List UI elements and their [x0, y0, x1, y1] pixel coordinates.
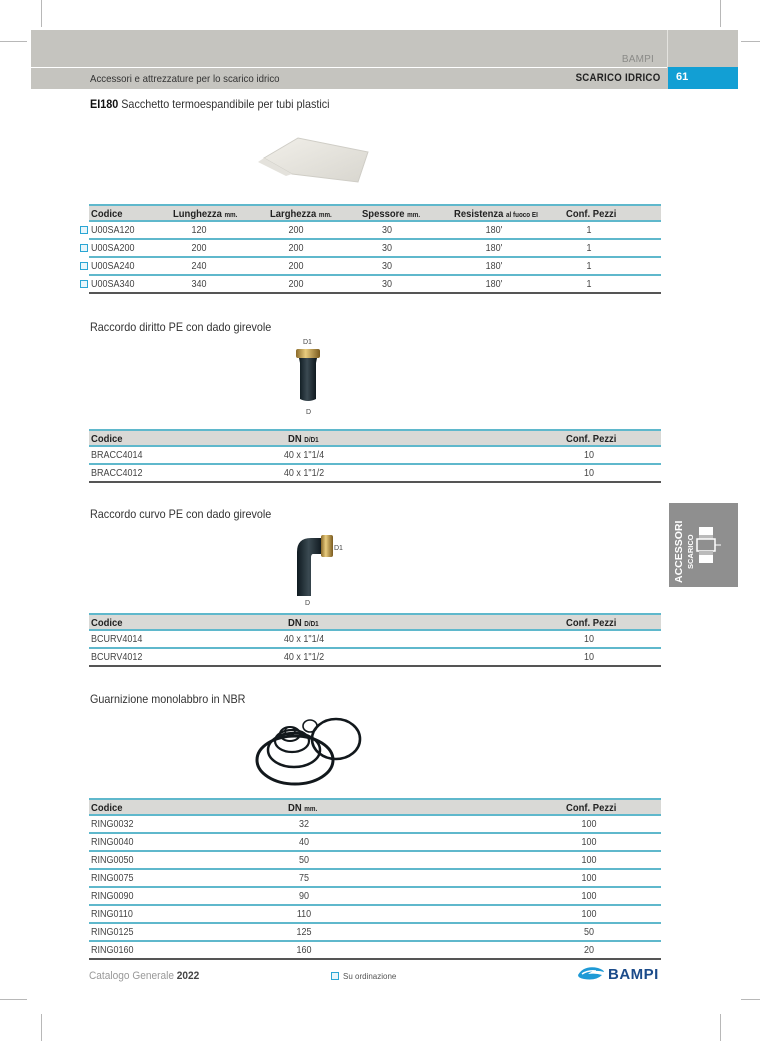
cell-resistenza: 180' [485, 279, 503, 290]
table-row [89, 222, 661, 240]
column-header: Larghezza mm. [270, 208, 332, 220]
cell-conf: 10 [583, 652, 595, 663]
cell-codice: BCURV4012 [91, 652, 143, 663]
cell-dn: 40 [298, 837, 310, 848]
cell-conf: 100 [581, 819, 597, 830]
cell-codice: U00SA200 [91, 243, 135, 254]
column-header: Conf. Pezzi [566, 802, 617, 814]
table-row [89, 465, 661, 483]
cell-resistenza: 180' [485, 225, 503, 236]
table-row [89, 276, 661, 294]
table-row [89, 834, 661, 852]
cell-codice: BRACC4012 [91, 468, 143, 479]
table-row [89, 240, 661, 258]
cell-conf: 50 [583, 927, 595, 938]
dimension-label: D [306, 409, 312, 416]
column-header: Codice [91, 208, 123, 220]
cell-codice: RING0075 [91, 873, 134, 884]
cell-conf: 10 [583, 634, 595, 645]
table-row [89, 649, 661, 667]
column-header: Codice [91, 433, 123, 445]
side-tab-sublabel: SCARICO [686, 534, 695, 569]
cell-lunghezza: 340 [191, 279, 207, 290]
side-tab-label: ACCESSORI [673, 520, 685, 583]
bampi-logo-icon [576, 965, 606, 981]
elbow-fitting-image [293, 532, 339, 598]
cell-codice: U00SA120 [91, 225, 135, 236]
cell-dn: 32 [298, 819, 310, 830]
table-header [89, 613, 661, 631]
cell-conf: 1 [586, 225, 592, 236]
catalog-label: Catalogo Generale 2022 [89, 970, 200, 982]
cell-conf: 20 [583, 945, 595, 956]
cell-codice: RING0125 [91, 927, 134, 938]
on-order-icon [80, 226, 88, 234]
product-code: EI180 [90, 97, 119, 111]
table-row [89, 924, 661, 942]
cell-dn: 160 [296, 945, 312, 956]
table-row [89, 447, 661, 465]
crop-mark [41, 1014, 42, 1041]
table-header [89, 204, 661, 222]
cell-conf: 1 [586, 261, 592, 272]
cell-conf: 10 [583, 468, 595, 479]
product-name: Sacchetto termoespandibile per tubi plastici [121, 97, 330, 111]
cell-lunghezza: 120 [191, 225, 207, 236]
on-order-legend: Su ordinazione [331, 972, 396, 981]
crop-mark [0, 41, 27, 42]
column-header: Conf. Pezzi [566, 433, 617, 445]
cell-spessore: 30 [381, 261, 393, 272]
column-header: DN mm. [288, 802, 318, 814]
cell-conf: 100 [581, 891, 597, 902]
section-title: Guarnizione monolabbro in NBR [90, 692, 246, 706]
product-table [89, 204, 661, 294]
crop-mark [741, 41, 760, 42]
cell-conf: 100 [581, 855, 597, 866]
cell-codice: U00SA240 [91, 261, 135, 272]
column-header: DN D/D1 [288, 617, 319, 629]
table-row [89, 816, 661, 834]
column-header: Conf. Pezzi [566, 617, 617, 629]
cell-codice: RING0090 [91, 891, 134, 902]
on-order-icon [80, 244, 88, 252]
table-header [89, 798, 661, 816]
cell-lunghezza: 200 [191, 243, 207, 254]
section-title: Raccordo diritto PE con dado girevole [90, 320, 272, 334]
cell-conf: 1 [586, 279, 592, 290]
heat-expanding-bag-image [250, 130, 380, 190]
page-number: 61 [668, 67, 738, 89]
cell-larghezza: 200 [288, 261, 304, 272]
table-header [89, 429, 661, 447]
cell-codice: BCURV4014 [91, 634, 143, 645]
crop-mark [741, 999, 760, 1000]
header-section-title: SCARICO IDRICO [575, 72, 660, 84]
nbr-seal-rings-image [250, 712, 365, 787]
straight-fitting-image [294, 347, 324, 405]
cell-conf: 10 [583, 450, 595, 461]
cell-dn: 110 [296, 909, 312, 920]
cell-spessore: 30 [381, 243, 393, 254]
section-title [90, 97, 330, 111]
cell-larghezza: 200 [288, 279, 304, 290]
product-table [89, 429, 661, 483]
cell-dn: 40 x 1"1/2 [283, 468, 325, 479]
cell-dn: 50 [298, 855, 310, 866]
on-order-icon [80, 280, 88, 288]
cell-codice: RING0160 [91, 945, 134, 956]
crop-mark [720, 1014, 721, 1041]
cell-dn: 125 [296, 927, 312, 938]
pipe-fitting-icon [696, 525, 722, 565]
column-header: Resistenza al fuoco EI [454, 208, 538, 220]
product-table [89, 798, 661, 960]
column-header: Codice [91, 617, 123, 629]
catalog-year: 2022 [176, 970, 200, 982]
table-row [89, 906, 661, 924]
table-row [89, 631, 661, 649]
column-header: Lunghezza mm. [173, 208, 238, 220]
cell-conf: 1 [586, 243, 592, 254]
cell-dn: 90 [298, 891, 310, 902]
section-title: Raccordo curvo PE con dado girevole [90, 507, 272, 521]
cell-larghezza: 200 [288, 225, 304, 236]
cell-dn: 40 x 1"1/4 [283, 634, 325, 645]
cell-conf: 100 [581, 873, 597, 884]
product-table [89, 613, 661, 667]
cell-dn: 75 [298, 873, 310, 884]
side-tab[interactable] [669, 503, 738, 587]
table-row [89, 888, 661, 906]
column-header: Codice [91, 802, 123, 814]
cell-resistenza: 180' [485, 243, 503, 254]
header-divider [667, 30, 668, 67]
table-row [89, 942, 661, 960]
cell-codice: BRACC4014 [91, 450, 143, 461]
cell-codice: RING0032 [91, 819, 134, 830]
dimension-label: D [305, 600, 311, 607]
cell-dn: 40 x 1"1/2 [283, 652, 325, 663]
dimension-label: D1 [334, 545, 343, 552]
on-order-icon [331, 972, 339, 980]
cell-dn: 40 x 1"1/4 [283, 450, 325, 461]
cell-conf: 100 [581, 837, 597, 848]
table-row [89, 852, 661, 870]
cell-larghezza: 200 [288, 243, 304, 254]
cell-codice: RING0050 [91, 855, 134, 866]
crop-mark [0, 999, 27, 1000]
on-order-icon [80, 262, 88, 270]
cell-codice: RING0110 [91, 909, 133, 920]
crop-mark [720, 0, 721, 27]
cell-conf: 100 [581, 909, 597, 920]
cell-lunghezza: 240 [191, 261, 207, 272]
table-row [89, 870, 661, 888]
table-row [89, 258, 661, 276]
dimension-label: D1 [303, 339, 312, 346]
cell-resistenza: 180' [485, 261, 503, 272]
header-divider [31, 67, 667, 68]
column-header: Spessore mm. [362, 208, 421, 220]
crop-mark [41, 0, 42, 27]
cell-codice: U00SA340 [91, 279, 135, 290]
cell-spessore: 30 [381, 279, 393, 290]
cell-spessore: 30 [381, 225, 393, 236]
header-brand: BAMPI [621, 54, 654, 65]
bampi-logo-text: BAMPI [608, 966, 659, 983]
column-header: DN D/D1 [288, 433, 319, 445]
column-header: Conf. Pezzi [566, 208, 617, 220]
header-subtitle: Accessori e attrezzature per lo scarico idrico [90, 73, 280, 85]
cell-codice: RING0040 [91, 837, 134, 848]
